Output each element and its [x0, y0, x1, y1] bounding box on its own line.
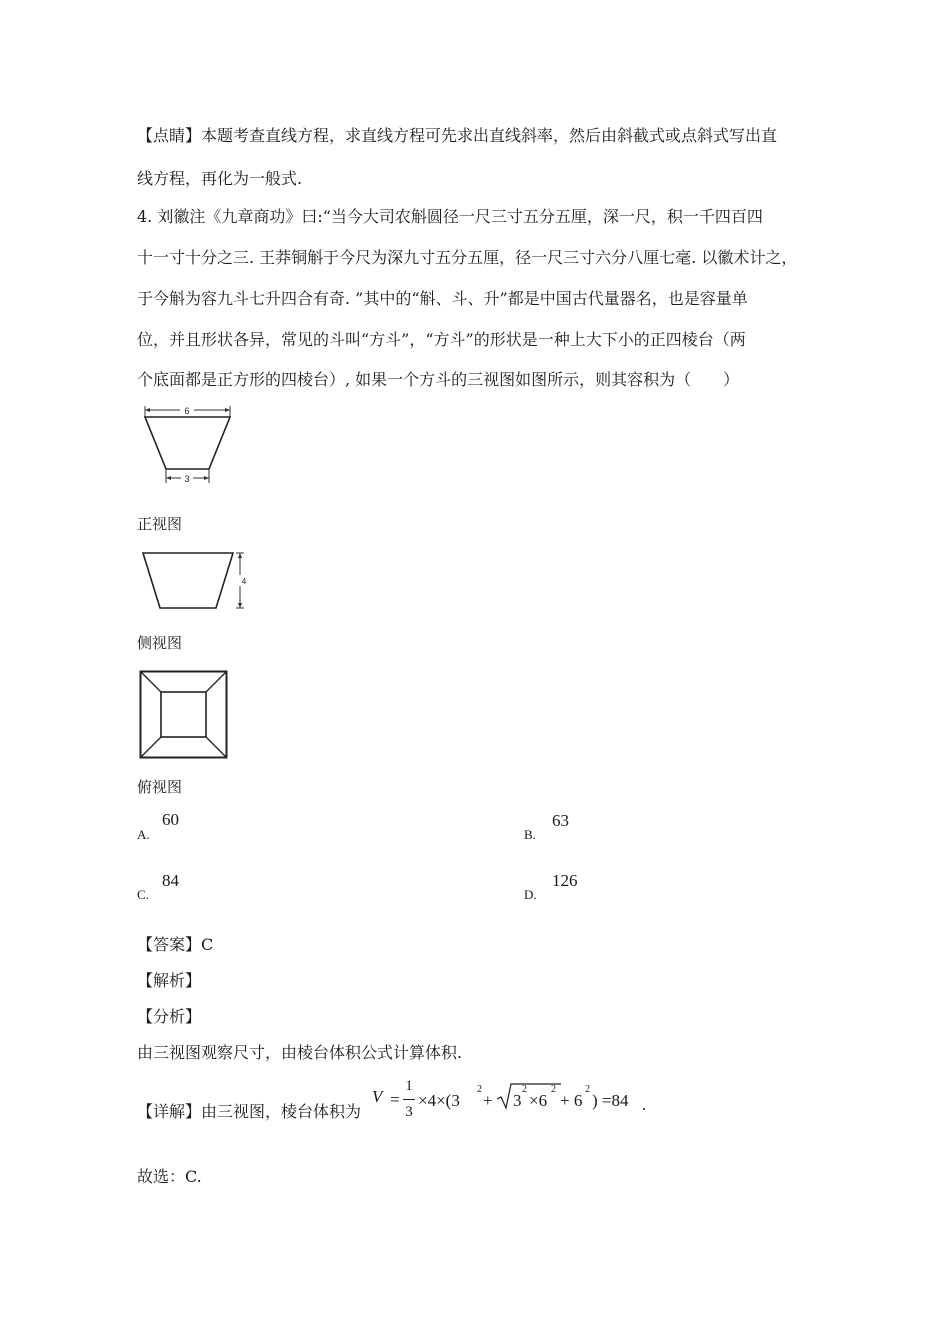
formula-part-d: ) =84: [592, 1091, 629, 1110]
front-dim-bottom: 3: [184, 474, 190, 484]
question-line-4: 位，并且形状各异，常见的斗叫“方斗”，“方斗”的形状是一种上大下小的正四棱台（两: [137, 330, 746, 349]
question-line-1: 4. 刘徽注《九章商功》曰:“当今大司农斛圆径一尺三寸五分五厘，深一尺，积一千四百四: [137, 207, 763, 226]
option-d-value: 126: [552, 871, 578, 890]
option-a-value: 60: [162, 810, 179, 829]
front-view-label: 正视图: [137, 515, 183, 533]
side-view-label: 侧视图: [137, 634, 183, 652]
option-b-letter: B.: [524, 827, 536, 842]
formula-exp-b: 2: [522, 1084, 527, 1095]
side-view-figure: [140, 550, 250, 612]
formula-exp-d: 2: [585, 1084, 590, 1095]
formula-root-mid: ×6: [529, 1091, 548, 1110]
fenxi-text: 由三视图观察尺寸，由棱台体积公式计算体积.: [137, 1043, 463, 1062]
side-dim-height: 4: [241, 577, 247, 586]
formula-numerator: 1: [405, 1078, 413, 1094]
formula-exp-a: 2: [477, 1084, 482, 1095]
fenxi-heading: 【分析】: [137, 1007, 202, 1026]
formula-denominator: 3: [405, 1104, 413, 1120]
front-view-figure: [140, 405, 240, 487]
option-d-letter: D.: [524, 887, 537, 902]
option-c-value: 84: [162, 871, 179, 890]
formula-part-c: + 6: [560, 1091, 583, 1110]
conclusion-line: 故选：C.: [137, 1167, 202, 1186]
option-c-letter: C.: [137, 887, 149, 902]
formula-var: V: [372, 1087, 383, 1106]
hint-line-1: 【点睛】本题考查直线方程，求直线方程可先求出直线斜率，然后由斜截式或点斜式写出直: [137, 126, 778, 145]
formula-plus-1: +: [483, 1091, 493, 1110]
formula-tail: .: [642, 1095, 647, 1114]
question-line-2: 十一寸十分之三. 王莽铜斛于今尺为深九寸五分五厘，径一尺三寸六分八厘七毫. 以徽术计之，: [137, 248, 798, 267]
question-line-5: 个底面都是正方形的四棱台）, 如果一个方斗的三视图如图所示，则其容积为（ ）: [137, 370, 740, 389]
hint-line-2: 线方程，再化为一般式.: [137, 169, 303, 188]
question-line-3: 于今斛为容九斗七升四合有奇. ”其中的“斛、斗、升”都是中国古代量器名，也是容量单: [137, 289, 748, 308]
answer-line: 【答案】C: [137, 935, 214, 954]
top-view-figure: [139, 670, 229, 760]
analysis-heading: 【解析】: [137, 971, 202, 990]
formula-eq: =: [390, 1090, 400, 1109]
formula-part-a: ×4×(3: [418, 1091, 460, 1110]
option-a-letter: A.: [137, 827, 150, 842]
detail-prefix: 【详解】由三视图，棱台体积为: [137, 1102, 362, 1121]
formula-exp-c: 2: [551, 1084, 556, 1095]
top-view-label: 俯视图: [137, 778, 183, 796]
front-dim-top: 6: [184, 406, 190, 416]
option-b-value: 63: [552, 811, 569, 830]
formula-root-a: 3: [513, 1091, 522, 1110]
fraction-bar: [403, 1099, 415, 1100]
